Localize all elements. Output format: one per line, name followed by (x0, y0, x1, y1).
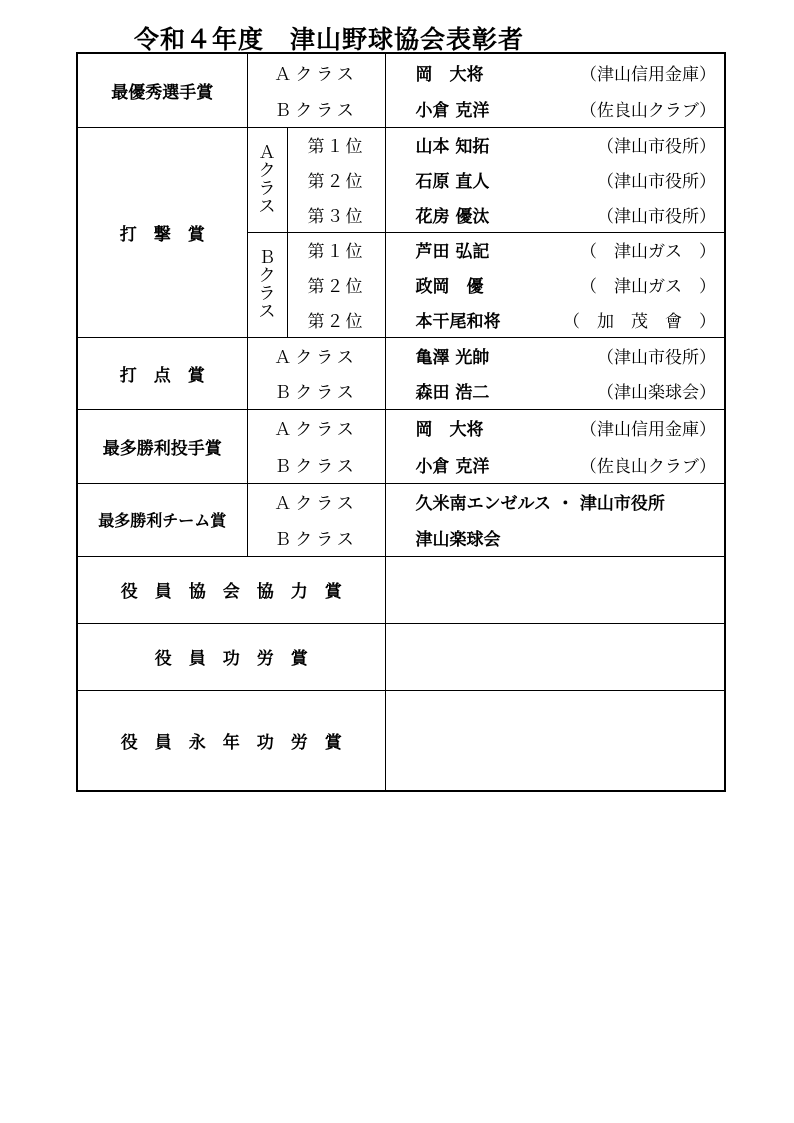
winner-name: 政岡 優 (385, 267, 517, 302)
winner-name: 花房 優汰 (385, 197, 517, 232)
winner-affiliation: （津山信用金庫） (517, 53, 725, 90)
winner-affiliation: （津山楽球会） (517, 373, 725, 409)
winner-affiliation: （津山信用金庫） (517, 409, 725, 446)
class-label: Ａクラス (247, 337, 385, 373)
winner-affiliation: （津山市役所） (517, 127, 725, 162)
winner-name: 小倉 克洋 (385, 90, 517, 127)
class-label: Ｂクラス (247, 373, 385, 409)
winner-affiliation: （ 津山ガス ） (517, 232, 725, 267)
winner-affiliation: （佐良山クラブ） (517, 90, 725, 127)
award-officer-merit-label: 役 員 功 労 賞 (77, 623, 385, 690)
page-title: 令和４年度 津山野球協会表彰者 (134, 25, 525, 54)
winner-name: 芦田 弘記 (385, 232, 517, 267)
winner-name: 森田 浩二 (385, 373, 517, 409)
award-officer-long-label: 役 員 永 年 功 労 賞 (77, 690, 385, 791)
awards-table (76, 52, 726, 792)
class-label: Ａクラス (247, 483, 385, 519)
rank-label: 第２位 (287, 302, 385, 337)
class-label: Ａクラス (247, 409, 385, 446)
table-row (77, 623, 725, 690)
class-label: Ｂクラス (247, 519, 385, 556)
winner-name: 石原 直人 (385, 162, 517, 197)
table-row (77, 53, 725, 90)
winner-name: 亀澤 光帥 (385, 337, 517, 373)
winner-affiliation: （ 加 茂 會 ） (517, 302, 725, 337)
winner-name: 岡 大将 (385, 409, 517, 446)
award-team-label: 最多勝利チーム賞 (77, 483, 247, 556)
award-batting-label: 打 撃 賞 (77, 127, 247, 337)
table-row (77, 556, 725, 623)
winner-team: 津山楽球会 (385, 519, 725, 556)
table-row (77, 690, 725, 791)
winner-affiliation: （津山市役所） (517, 337, 725, 373)
winner-name: 小倉 克洋 (385, 446, 517, 483)
table-row (77, 483, 725, 519)
class-label: Ａクラス (247, 53, 385, 90)
table-row (77, 409, 725, 446)
award-officer-coop-label: 役 員 協 会 協 力 賞 (77, 556, 385, 623)
winner-affiliation: （津山市役所） (517, 162, 725, 197)
winner-affiliation: （ 津山ガス ） (517, 267, 725, 302)
award-rbi-label: 打 点 賞 (77, 337, 247, 409)
table-row (77, 337, 725, 373)
winner-affiliation: （津山市役所） (517, 197, 725, 232)
winner-name: 山本 知拓 (385, 127, 517, 162)
rank-label: 第２位 (287, 162, 385, 197)
winner-team: 久米南エンゼルス ・ 津山市役所 (385, 483, 725, 519)
class-label: Ｂクラス (247, 90, 385, 127)
winner-affiliation: （佐良山クラブ） (517, 446, 725, 483)
rank-label: 第２位 (287, 267, 385, 302)
class-a-vertical-label: Ａ ク ラ ス (247, 127, 287, 232)
class-label: Ｂクラス (247, 446, 385, 483)
award-mvp-label: 最優秀選手賞 (77, 53, 247, 127)
officer-merit-value (385, 623, 725, 690)
table-row (77, 127, 725, 162)
officer-coop-value (385, 556, 725, 623)
officer-long-value (385, 690, 725, 791)
rank-label: 第１位 (287, 232, 385, 267)
winner-name: 本干尾和将 (385, 302, 517, 337)
class-b-vertical-label: Ｂ ク ラ ス (247, 232, 287, 337)
winner-name: 岡 大将 (385, 53, 517, 90)
rank-label: 第３位 (287, 197, 385, 232)
rank-label: 第１位 (287, 127, 385, 162)
award-pitcher-label: 最多勝利投手賞 (77, 409, 247, 483)
